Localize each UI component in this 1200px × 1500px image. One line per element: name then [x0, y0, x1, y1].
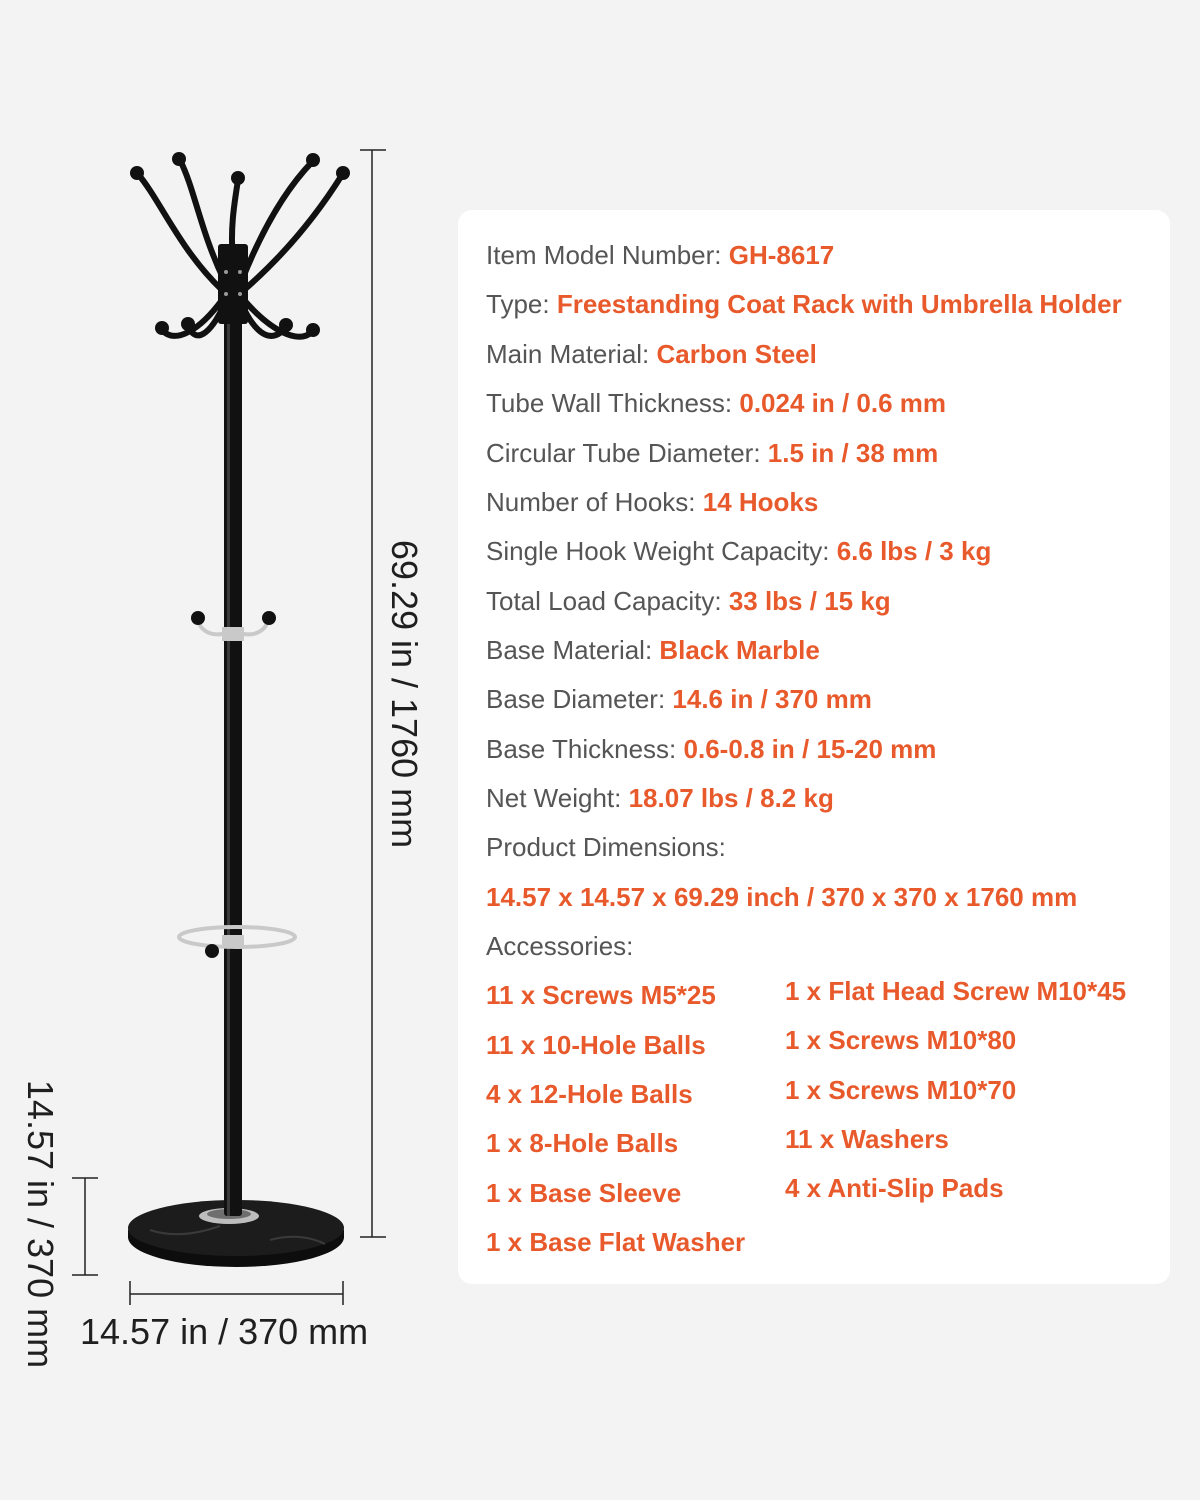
width-dimension-label: 14.57 in / 370 mm — [80, 1311, 369, 1352]
spec-row: Type: Freestanding Coat Rack with Umbrella Holder — [486, 289, 1122, 319]
middle-collar — [222, 627, 244, 641]
spec-row: Total Load Capacity: 33 lbs / 15 kg — [486, 586, 891, 616]
accessory-item: 1 x Base Sleeve — [486, 1178, 682, 1208]
specifications-card — [458, 210, 1170, 1284]
spec-row: Net Weight: 18.07 lbs / 8.2 kg — [486, 783, 834, 813]
spec-row: Single Hook Weight Capacity: 6.6 lbs / 3 kg — [486, 536, 992, 566]
spec-row: Base Thickness: 0.6-0.8 in / 15-20 mm — [486, 734, 937, 764]
height-dimension-label: 69.29 in / 1760 mm — [384, 539, 425, 849]
accessory-item: 11 x 10-Hole Balls — [486, 1030, 706, 1060]
accessory-item: 1 x Screws M10*80 — [785, 1025, 1017, 1055]
accessories-label: Accessories: — [486, 931, 634, 961]
accessory-item: 1 x 8-Hole Balls — [486, 1128, 679, 1158]
accessory-item: 1 x Base Flat Washer — [486, 1227, 746, 1257]
accessory-item: 11 x Washers — [785, 1124, 949, 1154]
base-height-dimension-label: 14.57 in / 370 mm — [20, 1079, 61, 1369]
accessory-item: 4 x Anti-Slip Pads — [785, 1173, 1004, 1203]
spec-row: Item Model Number: GH-8617 — [486, 240, 835, 270]
accessory-item: 4 x 12-Hole Balls — [486, 1079, 693, 1109]
product-dimensions-label: Product Dimensions: — [486, 832, 726, 862]
product-dimensions-value: 14.57 x 14.57 x 69.29 inch / 370 x 370 x 1760 mm — [486, 882, 1078, 912]
accessory-item: 11 x Screws M5*25 — [486, 980, 716, 1010]
spec-row: Main Material: Carbon Steel — [486, 339, 817, 369]
accessory-item: 1 x Screws M10*70 — [785, 1075, 1017, 1105]
spec-row: Tube Wall Thickness: 0.024 in / 0.6 mm — [486, 388, 947, 418]
spec-row: Number of Hooks: 14 Hooks — [486, 487, 819, 517]
main-pole — [224, 246, 242, 1216]
spec-row: Base Material: Black Marble — [486, 635, 820, 665]
accessory-item: 1 x Flat Head Screw M10*45 — [785, 976, 1127, 1006]
spec-row: Circular Tube Diameter: 1.5 in / 38 mm — [486, 438, 939, 468]
spec-row: Base Diameter: 14.6 in / 370 mm — [486, 684, 872, 714]
